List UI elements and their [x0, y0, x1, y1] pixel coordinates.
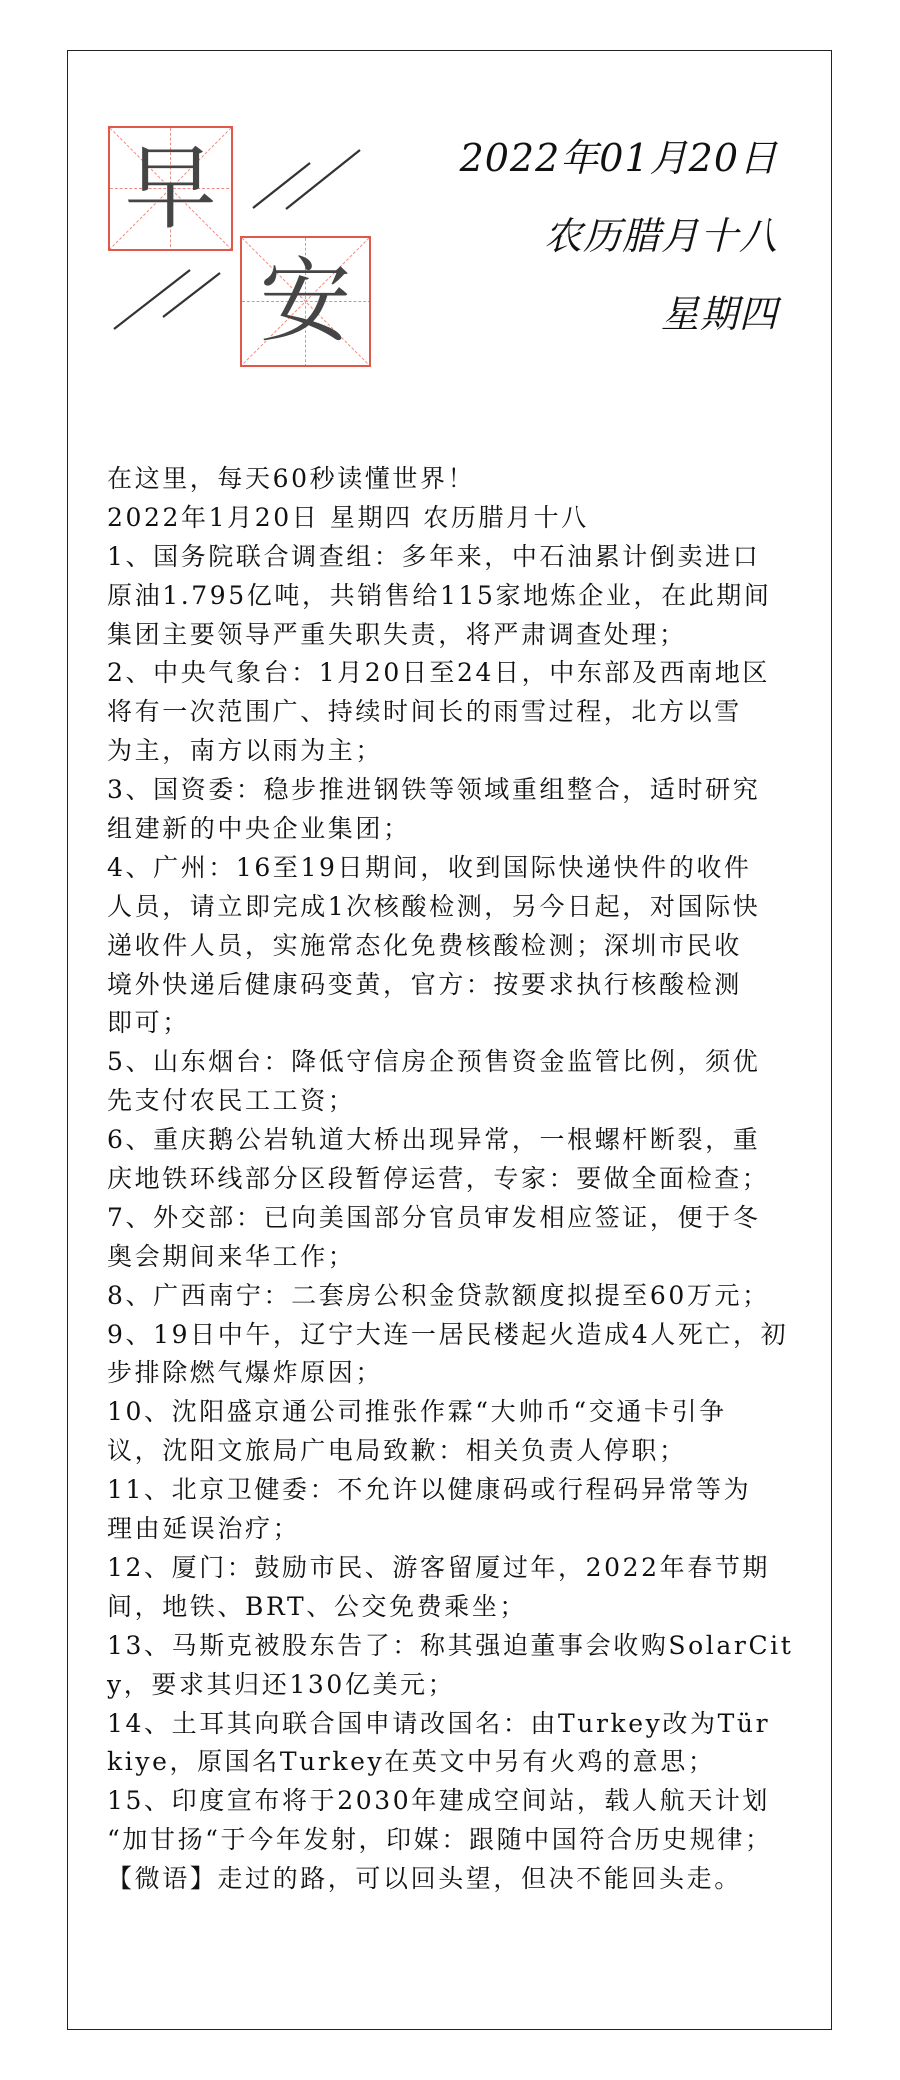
- greeting-box-zao: [108, 126, 233, 251]
- news-line: 递收件人员，实施常态化免费核酸检测；深圳市民收: [107, 930, 742, 960]
- news-line: 11、北京卫健委：不允许以健康码或行程码异常等为: [107, 1475, 752, 1505]
- news-line: kiye，原国名Turkey在英文中另有火鸡的意思；: [107, 1747, 716, 1777]
- news-line: 先支付农民工工资；: [107, 1086, 356, 1116]
- news-line: 9、19日中午，辽宁大连一居民楼起火造成4人死亡，初: [107, 1319, 789, 1349]
- news-line: 15、印度宣布将于2030年建成空间站，载人航天计划: [107, 1786, 771, 1816]
- news-line: 在这里，每天60秒读懂世界！: [107, 464, 476, 493]
- news-line: 13、马斯克被股东告了：称其强迫董事会收购SolarCit: [107, 1630, 794, 1660]
- news-line: 奥会期间来华工作；: [107, 1241, 356, 1271]
- news-line: 5、山东烟台：降低守信房企预售资金监管比例，须优: [107, 1047, 761, 1077]
- news-line: 将有一次范围广、持续时间长的雨雪过程，北方以雪: [107, 697, 742, 727]
- news-line: 10、沈阳盛京通公司推张作霖“大帅币“交通卡引争: [107, 1397, 727, 1427]
- news-line: 3、国资委：稳步推进钢铁等领域重组整合，适时研究: [107, 775, 761, 805]
- news-line: 庆地铁环线部分区段暂停运营，专家：要做全面检查；: [107, 1164, 770, 1194]
- news-line: 组建新的中央企业集团；: [107, 814, 411, 844]
- date-block: [460, 132, 778, 366]
- news-line: 【微语】走过的路，可以回头望，但决不能回头走。: [107, 1864, 742, 1894]
- news-line: 14、土耳其向联合国申请改国名：由Turkey改为Tür: [107, 1708, 771, 1738]
- lunar-date: 农历腊月十八: [543, 214, 778, 258]
- news-line: 即可；: [107, 1008, 190, 1038]
- news-line: 理由延误治疗；: [107, 1514, 301, 1544]
- news-line: 4、广州：16至19日期间，收到国际快递快件的收件: [107, 852, 752, 882]
- news-line: 2022年1月20日 星期四 农历腊月十八: [107, 502, 589, 532]
- greeting-char-zao: 早: [124, 134, 217, 242]
- news-line: 集团主要领导严重失职失责，将严肃调查处理；: [107, 619, 687, 649]
- news-line: 步排除燃气爆炸原因；: [107, 1358, 384, 1388]
- news-line: 为主，南方以雨为主；: [107, 736, 384, 766]
- news-line: 人员，请立即完成1次核酸检测，另今日起，对国际快: [107, 891, 761, 921]
- news-line: 8、广西南宁：二套房公积金贷款额度拟提至60万元；: [107, 1280, 770, 1310]
- news-line: 原油1.795亿吨，共销售给115家地炼企业，在此期间: [107, 580, 772, 610]
- news-line: 12、厦门：鼓励市民、游客留厦过年，2022年春节期: [107, 1552, 771, 1582]
- news-line: y，要求其归还130亿美元；: [107, 1669, 456, 1699]
- news-line: 间，地铁、BRT、公交免费乘坐；: [107, 1591, 528, 1621]
- news-line: 6、重庆鹅公岩轨道大桥出现异常，一根螺杆断裂，重: [107, 1125, 761, 1155]
- gregorian-date: 2022年01月20日: [459, 136, 778, 180]
- news-line: 7、外交部：已向美国部分官员审发相应签证，便于冬: [107, 1202, 761, 1232]
- news-body: [107, 460, 807, 1899]
- greeting-box-an: [240, 236, 371, 367]
- news-line: “加甘扬“于今年发射，印媒：跟随中国符合历史规律；: [107, 1825, 773, 1855]
- weekday: 星期四: [660, 292, 778, 336]
- news-line: 境外快递后健康码变黄，官方：按要求执行核酸检测: [107, 969, 742, 999]
- greeting-char-an: 安: [259, 247, 352, 355]
- news-line: 1、国务院联合调查组：多年来，中石油累计倒卖进口: [107, 541, 761, 571]
- news-line: 2、中央气象台：1月20日至24日，中东部及西南地区: [107, 658, 771, 688]
- news-line: 议，沈阳文旅局广电局致歉：相关负责人停职；: [107, 1436, 687, 1466]
